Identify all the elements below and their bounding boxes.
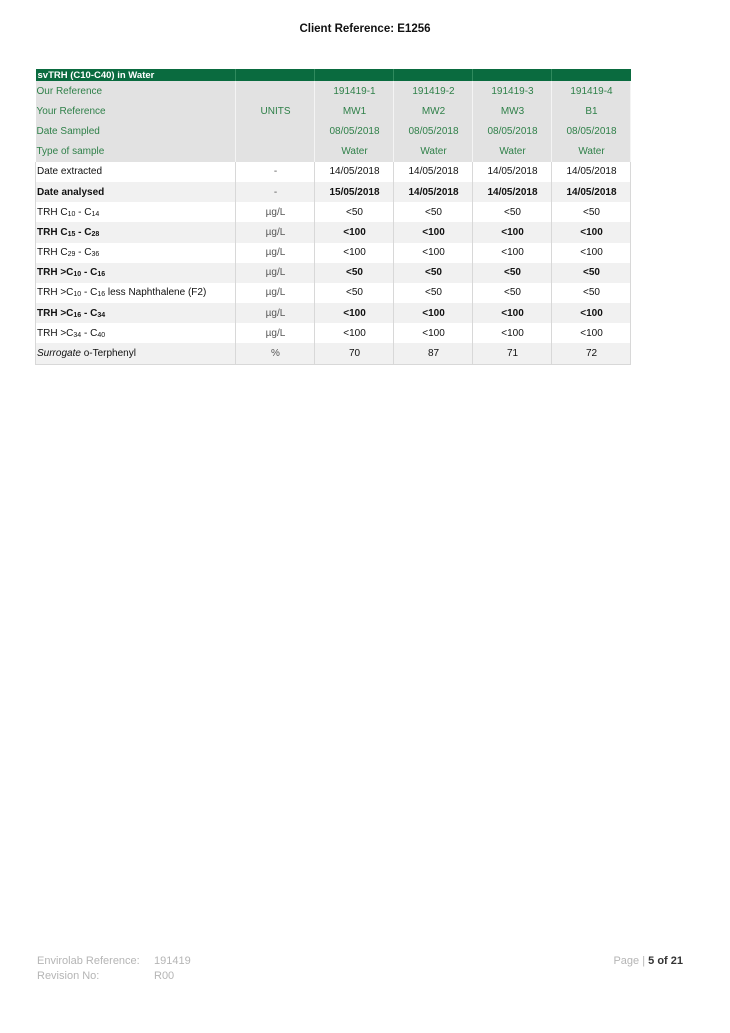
table-row (36, 182, 631, 202)
table-row (36, 243, 631, 263)
cell-value: <50 (394, 263, 473, 283)
cell-value: <50 (473, 263, 552, 283)
cell-value: <100 (315, 222, 394, 242)
row-label: TRH $>C_{10} - C_{16}$ (36, 263, 236, 283)
cell-value: Water (394, 142, 473, 162)
cell-value: 72 (552, 343, 631, 364)
header-row-our-reference (36, 81, 631, 101)
cell-value: Water (552, 142, 631, 162)
cell-value: 08/05/2018 (315, 121, 394, 141)
cell-value: 14/05/2018 (473, 162, 552, 182)
row-label: TRH $>C_{34} - C_{40}$ (36, 323, 236, 343)
row-label: TRH $C_{15} - C_{28}$ (36, 222, 236, 242)
cell-value: <50 (552, 263, 631, 283)
client-reference: Client Reference: E1256 (299, 23, 431, 35)
cell-value: <100 (552, 323, 631, 343)
cell-value: 14/05/2018 (394, 182, 473, 202)
cell-value: 87 (394, 343, 473, 364)
row-label: Our Reference (36, 81, 236, 101)
row-label: Type of sample (36, 142, 236, 162)
page-prefix: Page | (613, 955, 646, 967)
cell-value: 08/05/2018 (473, 121, 552, 141)
row-label: Your Reference (36, 101, 236, 121)
cell-value: 14/05/2018 (394, 162, 473, 182)
cell-value: <100 (315, 323, 394, 343)
cell-value: <50 (552, 202, 631, 222)
row-units: - (236, 182, 315, 202)
cell-value: 14/05/2018 (552, 162, 631, 182)
cell-value: <50 (394, 202, 473, 222)
table-row (36, 303, 631, 323)
cell-value: 15/05/2018 (315, 182, 394, 202)
cell-value: <100 (394, 243, 473, 263)
envirolab-reference-label: Envirolab Reference: (37, 955, 140, 967)
page-value: 5 of 21 (648, 955, 683, 967)
row-units: µg/L (236, 283, 315, 303)
cell-value: <100 (552, 243, 631, 263)
cell-value: <50 (315, 202, 394, 222)
cell-value: <100 (315, 303, 394, 323)
table-row (36, 162, 631, 182)
cell-value: 70 (315, 343, 394, 364)
cell-value: <100 (473, 303, 552, 323)
row-label: Date analysed (36, 182, 236, 202)
table-row (36, 222, 631, 242)
cell-value: <100 (394, 222, 473, 242)
header-row-your-reference (36, 101, 631, 121)
row-label: Date extracted (36, 162, 236, 182)
cell-value: MW2 (394, 101, 473, 121)
cell-value: <50 (315, 283, 394, 303)
revision-value: R00 (154, 970, 175, 982)
cell-value: <100 (552, 222, 631, 242)
row-units (236, 121, 315, 141)
row-label: Date Sampled (36, 121, 236, 141)
cell-value: 14/05/2018 (315, 162, 394, 182)
row-label: TRH $>C_{16} - C_{34}$ (36, 303, 236, 323)
cell-value: <100 (315, 243, 394, 263)
header-row-date-sampled (36, 121, 631, 141)
cell-value: 14/05/2018 (473, 182, 552, 202)
row-units: % (236, 343, 315, 364)
cell-value: Water (315, 142, 394, 162)
row-label: TRH $>C_{10} - C_{16}$ less Naphthalene (F2) (36, 283, 236, 303)
cell-value: 191419-4 (552, 81, 631, 101)
cell-value: 191419-1 (315, 81, 394, 101)
row-units: µg/L (236, 222, 315, 242)
cell-value: 191419-2 (394, 81, 473, 101)
row-units: - (236, 162, 315, 182)
envirolab-reference-value: 191419 (154, 955, 191, 967)
cell-value: 08/05/2018 (552, 121, 631, 141)
row-units (236, 81, 315, 101)
cell-value: <100 (394, 323, 473, 343)
table-title: svTRH (C10-C40) in Water (36, 69, 236, 81)
table-title-row (36, 69, 631, 81)
table-row (36, 343, 631, 364)
cell-value: <50 (473, 283, 552, 303)
row-label: TRH $C_{10} - C_{14}$ (36, 202, 236, 222)
units-header: UNITS (236, 101, 315, 121)
row-units: µg/L (236, 243, 315, 263)
header-row-type-of-sample (36, 142, 631, 162)
cell-value: <50 (552, 283, 631, 303)
row-label: Surrogate o-Terphenyl (36, 343, 236, 364)
cell-value: MW1 (315, 101, 394, 121)
revision-label: Revision No: (37, 970, 100, 982)
cell-value: <100 (473, 323, 552, 343)
row-units: µg/L (236, 323, 315, 343)
table-row (36, 202, 631, 222)
row-units: µg/L (236, 263, 315, 283)
row-units (236, 142, 315, 162)
row-units: µg/L (236, 303, 315, 323)
cell-value: 08/05/2018 (394, 121, 473, 141)
table-row (36, 263, 631, 283)
cell-value: 191419-3 (473, 81, 552, 101)
table-row (36, 283, 631, 303)
cell-value: Water (473, 142, 552, 162)
page-number (613, 955, 683, 967)
cell-value: <50 (473, 202, 552, 222)
row-label: TRH $C_{29} - C_{36}$ (36, 243, 236, 263)
cell-value: B1 (552, 101, 631, 121)
footer-reference (37, 954, 191, 984)
cell-value: 71 (473, 343, 552, 364)
table-row (36, 323, 631, 343)
cell-value: MW3 (473, 101, 552, 121)
cell-value: <100 (473, 222, 552, 242)
cell-value: 14/05/2018 (552, 182, 631, 202)
cell-value: <100 (552, 303, 631, 323)
row-units: µg/L (236, 202, 315, 222)
cell-value: <100 (473, 243, 552, 263)
results-table (35, 69, 631, 365)
cell-value: <50 (315, 263, 394, 283)
cell-value: <100 (394, 303, 473, 323)
cell-value: <50 (394, 283, 473, 303)
